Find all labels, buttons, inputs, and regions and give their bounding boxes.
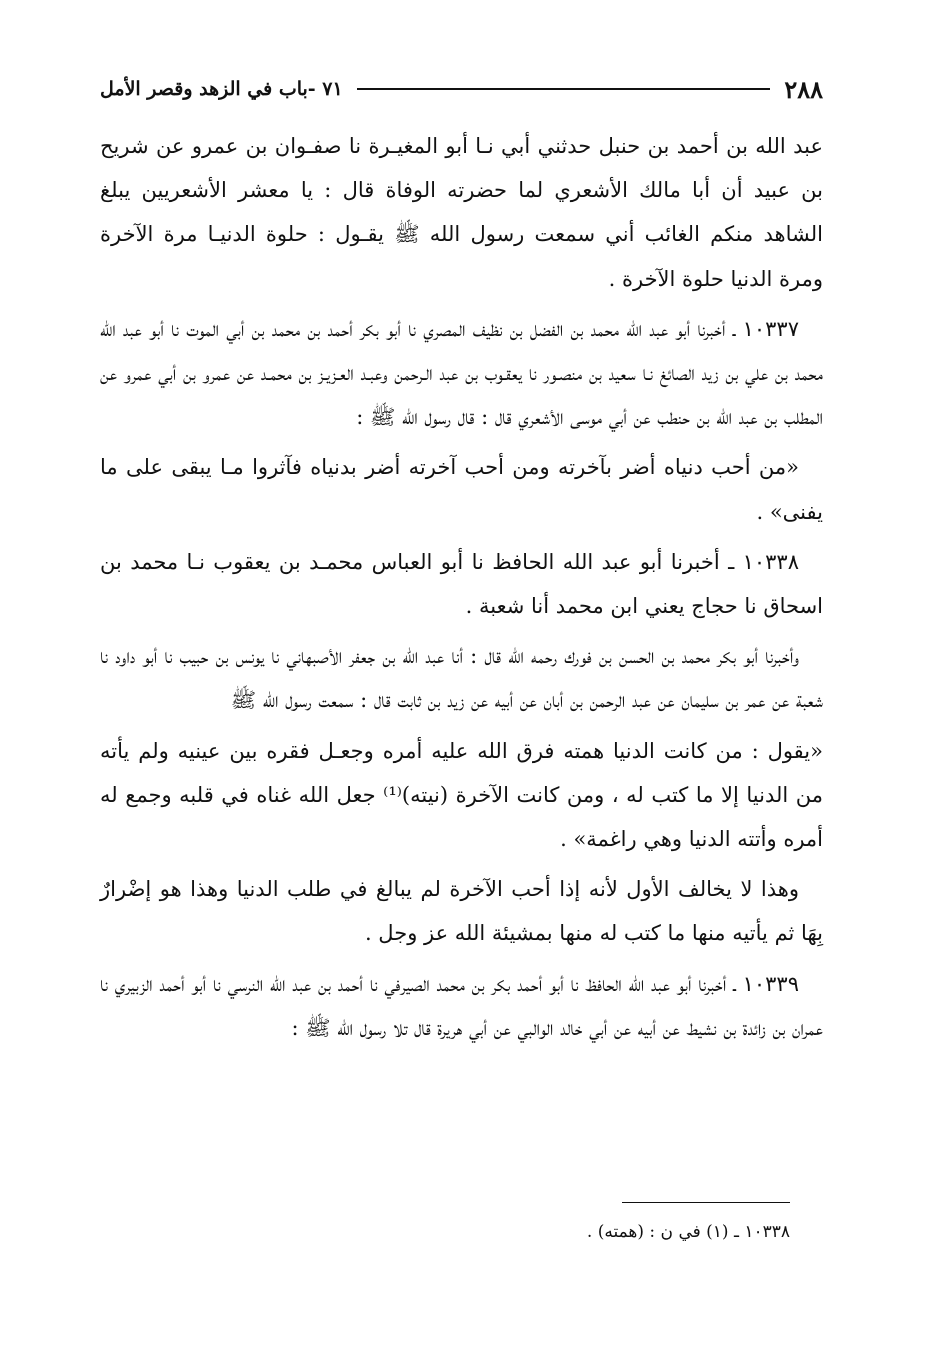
header-divider	[357, 88, 771, 90]
commentary: وهذا لا يخالف الأول لأنه إذا أحب الآخرة لم يبالغ في طلب الدنيا وهذا هو إضْرارٌ بِهَا ثم يأتيه منها ما كتب له منها بمشيئة الله عز وجل .	[100, 877, 823, 946]
hadith-10338: ١٠٣٣٨ ـ أخبرنا أبو عبد الله الحافظ نا أبو العباس محمـد بن يعقوب نـا محمد بن اسحاق نا حجاج يعني ابن محمد أنا شعبة .	[100, 549, 823, 619]
main-text	[100, 124, 823, 1050]
hadith-quote: «من أحب دنياه أضر بآخرته ومن أحب آخرته أضر بدنياه فآثروا مـا يبقى على ما يفنى» .	[100, 455, 823, 524]
page-number: ٢٨٨	[784, 74, 823, 104]
paragraph: عبد الله بن أحمد بن حنبل حدثني أبي نـا أبو المغيـرة نا صفـوان بن عمرو عن شريح بن عبيد أن أبا مالك الأشعري لما حضرته الوفاة قال : يا معشر الأشعريين يبلغ الشاهد منكم الغائب أني سمعت رسول الله ﷺ يقـول : حلوة الدنيـا مرة الآخرة ومرة الدنيا حلوة الآخرة .	[100, 134, 823, 291]
chapter-title: ٧١ -باب في الزهد وقصر الأمل	[100, 78, 343, 100]
hadith-10337: ١٠٣٣٧ ـ أخبرنا أبو عبد الله محمد بن الفضل بن نظيف المصري نا أبو بكر أحمد بن محمد بن أبي الموت نا أبو عبد الله محمد بن علي بن زيد الصائغ نـا سعيد بن منصـور نا يعقـوب بن عبد الـرحمن وعبـد العـزيـز بن محمـد عن عمرو بن أبي عمرو عن المطلب بن عبد الله بن حنطب عن أبي موسى الأشعري قال : قال رسول الله ﷺ :	[100, 316, 823, 430]
footnote-divider	[622, 1202, 790, 1203]
paragraph: وأخبرنا أبو بكر محمد بن الحسن بن فورك رحمه الله قال : أنا عبد الله بن جعفر الأصبهاني نا يونس بن حبيب نا أبو داود نا شعبة عن عمر بن سليمان عن عبد الرحمن بن أبان عن أبيه عن زيد بن ثابت قال : سمعت رسول الله ﷺ	[100, 644, 823, 713]
page-header	[100, 72, 823, 106]
hadith-10339: ١٠٣٣٩ ـ أخبرنا أبو عبد الله الحافظ نا أبو أحمد بكر بن محمد الصيرفي نا أحمد بن عبد الله النرسي نا أبو أحمد الزبيري نا عمران بن زائدة بن نشيط عن أبيه عن أبي خالد الوالبي عن أبي هريرة قال تلا رسول الله ﷺ :	[100, 971, 823, 1040]
footnote: ١٠٣٣٨ ـ (١) في ن : (همته) .	[586, 1222, 790, 1242]
hadith-quote: «يقول : من كانت الدنيا همته فرق الله عليه أمره وجعـل فقره بين عينيه ولم يأته من الدنيا إلا ما كتب له ، ومن كانت الآخرة (نيته)⁽¹⁾ جعل الله غناه في قلبه وجمع له أمره وأتته الدنيا وهي راغمة» .	[100, 738, 823, 852]
